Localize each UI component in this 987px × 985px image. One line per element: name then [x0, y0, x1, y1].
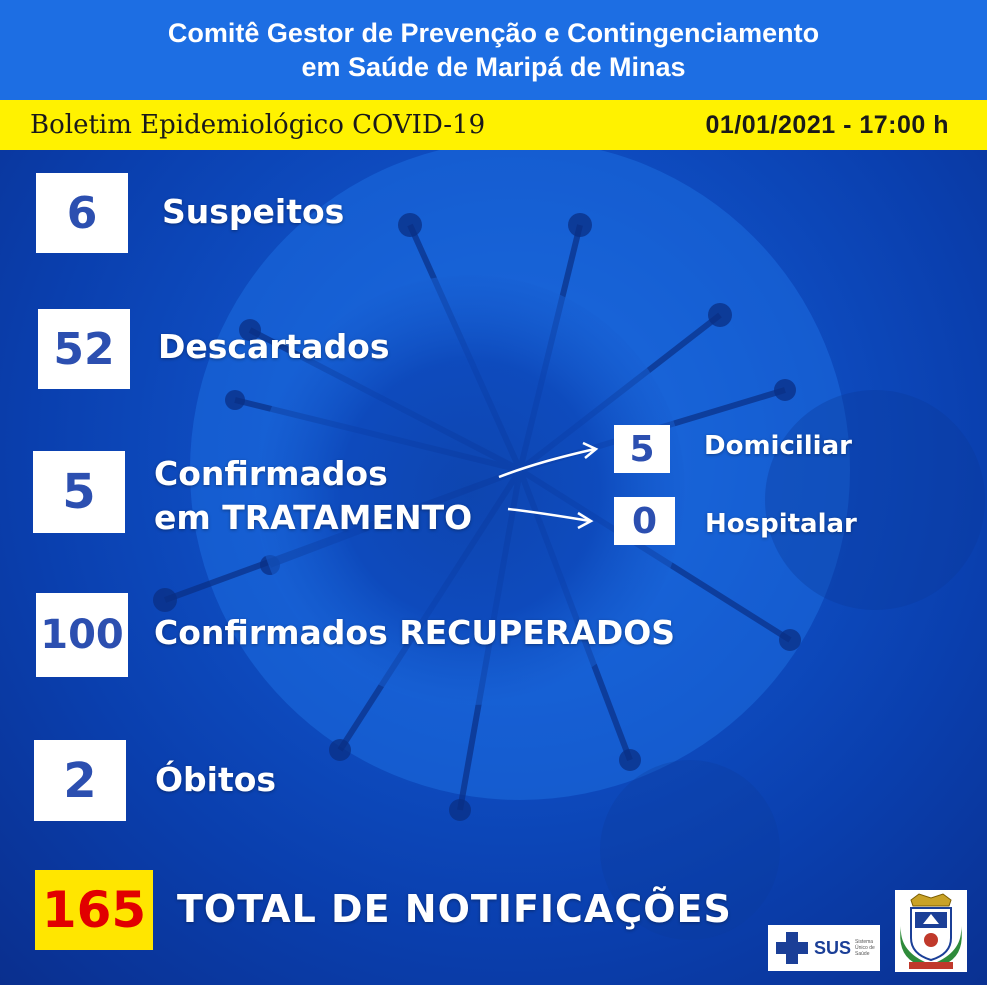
sus-logo [768, 925, 880, 971]
suspeitos-label: Suspeitos [162, 192, 345, 231]
crest-logo [895, 890, 967, 972]
obitos-count: 2 [34, 740, 126, 821]
obitos-label: Óbitos [155, 760, 277, 799]
sus-cross-icon [774, 930, 810, 966]
sus-logo-subtext: Sistema Único de Saúde [855, 939, 875, 957]
domiciliar-label: Domiciliar [704, 431, 852, 461]
crest-icon [895, 890, 967, 972]
tratamento-label-line1: Confirmados [154, 454, 388, 493]
domiciliar-count: 5 [614, 425, 670, 473]
total-count: 165 [35, 870, 153, 950]
tratamento-label-line2: em TRATAMENTO [154, 498, 473, 537]
bulletin-bar [0, 100, 987, 150]
bulletin-datetime: 01/01/2021 - 17:00 h [705, 110, 949, 139]
suspeitos-count: 6 [36, 173, 128, 253]
header-title-line2: em Saúde de Maripá de Minas [301, 52, 686, 82]
total-label: TOTAL DE NOTIFICAÇÕES [177, 887, 732, 931]
hospitalar-count: 0 [614, 497, 675, 545]
tratamento-count: 5 [33, 451, 125, 533]
hospitalar-label: Hospitalar [705, 509, 857, 539]
recuperados-count: 100 [36, 593, 128, 677]
bulletin-title: Boletim Epidemiológico COVID-19 [30, 110, 486, 140]
header-title-line1: Comitê Gestor de Prevenção e Contingenciamento [167, 18, 820, 48]
sus-logo-text: SUS [814, 937, 852, 958]
recuperados-label: Confirmados RECUPERADOS [154, 613, 676, 652]
header [0, 0, 987, 100]
descartados-label: Descartados [158, 327, 390, 366]
descartados-count: 52 [38, 309, 130, 389]
